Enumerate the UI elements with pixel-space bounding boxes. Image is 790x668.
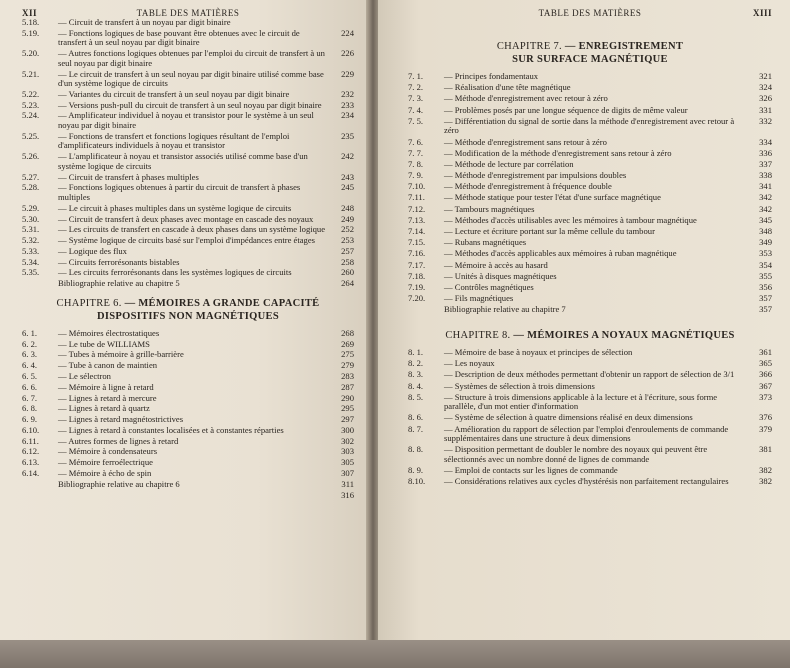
toc-entry-number: 6.10. (22, 424, 40, 435)
toc-entry (22, 491, 354, 501)
toc-entry (408, 272, 772, 282)
toc-entry-page: 311 (341, 478, 354, 489)
toc-entry-number: 7. 4. (408, 104, 424, 115)
toc-entry-number: 7.12. (408, 203, 426, 214)
toc-entry-number: 5.34. (22, 256, 40, 267)
toc-entry-number: 7. 1. (408, 71, 424, 81)
toc-entry-page: 233 (341, 99, 354, 110)
toc-entry-title: — Versions push-pull du circuit de transfert à un seul noyau par digit binaire (58, 99, 322, 110)
toc-entry (22, 183, 354, 202)
toc-entry-number: 7. 2. (408, 82, 424, 93)
toc-entry (22, 90, 354, 100)
toc-entry (22, 29, 354, 48)
toc-entry-number: 5.25. (22, 130, 40, 141)
toc-entry-page: 379 (759, 423, 772, 434)
toc-entry-page: 365 (759, 358, 772, 369)
right-running-title: TABLE DES MATIÈRES (538, 8, 642, 18)
toc-entry (408, 294, 772, 304)
toc-entry-title: — Différentiation du signal de sortie dans la méthode d'enregistrement avec retour à zéro (444, 115, 735, 136)
toc-entry-title: — Méthode d'enregistrement sans retour à zéro (444, 136, 607, 147)
toc-entry-number: 6. 1. (22, 327, 38, 338)
toc-entry (408, 117, 772, 136)
toc-entry-number: 7.19. (408, 281, 426, 292)
toc-entry-number: 8. 2. (408, 358, 424, 369)
toc-entry-page: 342 (759, 203, 772, 214)
toc-entry-title: — Méthode d'enregistrement à fréquence double (444, 181, 612, 192)
table-surface (0, 640, 790, 668)
toc-entry (22, 204, 354, 214)
toc-entry-number: 6. 2. (22, 338, 38, 349)
toc-entry-page: 305 (341, 457, 354, 468)
toc-entry-title: — Structure à trois dimensions applicable à la lecture et à l'écriture, sous forme parallèle, d'un mot entier d'information (444, 391, 718, 412)
toc-entry-title: — Méthodes d'accès applicables aux mémoires à ruban magnétique (444, 248, 677, 259)
toc-entry (408, 193, 772, 203)
toc-entry-title: — Mémoire à accès au hasard (444, 259, 548, 270)
toc-entry (22, 236, 354, 246)
toc-entry (22, 426, 354, 436)
chapter7-title: — ENREGISTREMENT (564, 41, 684, 52)
toc-entry-page: 376 (759, 412, 772, 423)
toc-entry-number: 5.29. (22, 202, 40, 213)
toc-entry-page: 334 (759, 136, 772, 147)
toc-entry-number: 5.19. (22, 27, 40, 38)
toc-entry-title: — Mémoire à ligne à retard (58, 381, 154, 392)
right-page-number: XIII (752, 8, 772, 18)
toc-entry-title: — Systèmes de sélection à trois dimensions (444, 380, 595, 391)
toc-entry-number: 7.15. (408, 237, 426, 248)
toc-entry (408, 249, 772, 259)
toc-entry-page: 324 (759, 82, 772, 93)
toc-entry (22, 394, 354, 404)
toc-entry-title: — Circuit de transfert à phases multiples (58, 171, 199, 182)
toc-entry (408, 370, 772, 380)
toc-entry-page: 235 (341, 130, 354, 141)
toc-entry-number: 6. 6. (22, 381, 38, 392)
toc-entry (408, 359, 772, 369)
toc-entry (22, 111, 354, 130)
toc-entry (22, 447, 354, 457)
toc-entry (22, 258, 354, 268)
toc-entry-title: — Disposition permettant de doubler le nombre des noyaux qui peuvent être sélectionnés avec un nombre donné de lignes de commande (444, 444, 708, 465)
toc-entry-title: — Fils magnétiques (444, 293, 514, 304)
toc-entry-page: 342 (759, 192, 772, 203)
toc-entry (22, 458, 354, 468)
toc-entry-page: 242 (341, 151, 354, 162)
toc-entry-title: — Rubans magnétiques (444, 237, 527, 248)
chapter8-label: CHAPITRE 8. (445, 329, 511, 341)
toc-entry-number: 7. 3. (408, 93, 424, 104)
toc-entry-page: 260 (341, 267, 354, 278)
toc-entry (408, 305, 772, 315)
toc-entry-number: 5.35. (22, 267, 40, 278)
toc-entry-title: — Circuit de transfert à un noyau par digit binaire (58, 17, 231, 27)
toc-entry-page: 316 (341, 489, 354, 500)
toc-entry-title: — Description de deux méthodes permettant d'obtenir un rapport de sélection de 3/1 (444, 369, 735, 380)
toc-entry-page: 354 (759, 259, 772, 270)
toc-entry (408, 466, 772, 476)
toc-entry (408, 205, 772, 215)
toc-entry-number: 8.10. (408, 476, 426, 487)
toc-entry (22, 268, 354, 278)
toc-entry-number: 8. 4. (408, 380, 424, 391)
toc-entry-title: — Autres formes de lignes à retard (58, 435, 179, 446)
toc-entry-page: 243 (341, 171, 354, 182)
chapter8-title: — MÉMOIRES A NOYAUX MAGNÉTIQUES (513, 329, 735, 341)
chapter7-subtitle: SUR SURFACE MAGNÉTIQUE (512, 54, 668, 65)
toc-entry-title: — Circuits ferrorésonants bistables (58, 256, 180, 267)
toc-entry-number: 5.28. (22, 182, 40, 193)
toc-entry-number: 7.18. (408, 270, 426, 281)
toc-entry (408, 160, 772, 170)
toc-entry (408, 238, 772, 248)
toc-entry-number: 6.13. (22, 457, 40, 468)
chapter7-heading (408, 40, 772, 66)
toc-entry-title: — Méthodes d'accès utilisables avec les mémoires à tambour magnétique (444, 214, 697, 225)
toc-entry-title: — L'amplificateur à noyau et transistor associés utilisé comme base d'un système logique de circuits (58, 151, 308, 171)
chapter7-label: CHAPITRE 7. (496, 41, 562, 52)
toc-entry (408, 261, 772, 271)
toc-entry-page: 257 (341, 245, 354, 256)
toc-entry-page: 303 (341, 446, 354, 457)
toc-entry-title: — Modification de la méthode d'enregistrement sans retour à zéro (444, 147, 672, 158)
toc-entry-page: 336 (759, 147, 772, 158)
toc-entry-page: 381 (759, 444, 772, 455)
toc-entry-number: 5.24. (22, 110, 40, 121)
left-running-title: TABLE DES MATIÈRES (136, 8, 240, 18)
toc-entry-number: 5.21. (22, 68, 40, 79)
toc-entry-title: Bibliographie relative au chapitre 7 (444, 304, 566, 315)
toc-entry-title: — Méthode d'enregistrement avec retour à zéro (444, 93, 608, 104)
toc-entry-title: — Mémoire à écho de spin (58, 467, 152, 478)
toc-entry-page: 275 (341, 349, 354, 360)
toc-entry (408, 216, 772, 226)
toc-entry (22, 469, 354, 479)
toc-entry (22, 247, 354, 257)
toc-entry-title: — Tubes à mémoire à grille-barrière (58, 349, 184, 360)
toc-entry-page: 357 (759, 304, 772, 315)
toc-entry-page: 252 (341, 224, 354, 235)
toc-entry-page: 302 (341, 435, 354, 446)
toc-entry-page: 248 (341, 202, 354, 213)
toc-entry-page: 341 (759, 181, 772, 192)
toc-entry-page: 332 (759, 115, 772, 126)
toc-entry-page: 297 (341, 414, 354, 425)
toc-entry (408, 477, 772, 487)
toc-entry-title: — Contrôles magnétiques (444, 281, 534, 292)
toc-entry-page: 290 (341, 392, 354, 403)
toc-entry-page: 349 (759, 237, 772, 248)
chapter6-label: CHAPITRE 6. (56, 297, 122, 309)
toc-entry-number: 6. 7. (22, 392, 38, 403)
toc-entry-number: 5.26. (22, 151, 40, 162)
toc-entry (22, 18, 354, 28)
toc-entry-page: 264 (341, 278, 354, 289)
toc-entry-page: 337 (759, 158, 772, 169)
toc-entry (408, 227, 772, 237)
toc-entry-number: 8. 6. (408, 412, 424, 423)
toc-entry (22, 372, 354, 382)
toc-entry-number: 5.22. (22, 88, 40, 99)
toc-entry (22, 132, 354, 151)
toc-entry (22, 101, 354, 111)
toc-entry-number: 7.17. (408, 259, 426, 270)
toc-entry-number: 6. 5. (22, 370, 38, 381)
toc-entry-title: — Lignes à retard magnétostrictives (58, 414, 184, 425)
chapter8-entry-list (408, 348, 772, 487)
toc-entry (408, 283, 772, 293)
toc-entry (22, 49, 354, 68)
toc-entry-title: — Mémoire à condensateurs (58, 446, 158, 457)
toc-entry-title: — Méthode de lecture par corrélation (444, 158, 574, 169)
toc-entry-title: — Le circuit à phases multiples dans un système logique de circuits (58, 202, 292, 213)
toc-entry-page: 232 (341, 88, 354, 99)
toc-entry-number: 5.18. (22, 17, 40, 27)
toc-entry-page: 279 (341, 360, 354, 371)
toc-entry (22, 350, 354, 360)
right-page (378, 0, 790, 640)
toc-entry-number: 7. 8. (408, 158, 424, 169)
toc-entry (408, 182, 772, 192)
toc-entry-title: — Lecture et écriture portant sur la même cellule du tambour (444, 226, 655, 237)
toc-entry-number: 8. 3. (408, 369, 424, 380)
toc-entry (408, 413, 772, 423)
toc-entry-page: 331 (759, 104, 772, 115)
toc-entry-title: — Les noyaux (444, 358, 495, 369)
toc-entry-number: 8. 9. (408, 465, 424, 476)
toc-entry (408, 106, 772, 116)
toc-entry-page: 283 (341, 370, 354, 381)
toc-entry-page: 356 (759, 281, 772, 292)
toc-entry-number: 7.11. (408, 192, 425, 203)
toc-entry-number: 7.10. (408, 181, 426, 192)
toc-entry-page: 348 (759, 226, 772, 237)
toc-entry-title: — Problèmes posés par une longue séquence de digits de même valeur (444, 104, 688, 115)
toc-entry-title: — Emploi de contacts sur les lignes de commande (444, 465, 618, 476)
toc-entry (22, 437, 354, 447)
toc-entry-title: — Autres fonctions logiques obtenues par l'emploi du circuit de transfert à un seul noyau par digit binaire (58, 48, 325, 68)
toc-entry-title: — Système de sélection à quatre dimensions réalisé en deux dimensions (444, 412, 693, 423)
toc-entry-number: 7. 9. (408, 170, 424, 181)
toc-entry (22, 70, 354, 89)
toc-entry-number: 7. 5. (408, 115, 424, 126)
chapter6-subtitle: DISPOSITIFS NON MAGNÉTIQUES (97, 310, 279, 322)
toc-entry (408, 149, 772, 159)
toc-entry-title: — Fonctions logiques de base pouvant être obtenues avec le circuit de transfert à un seul noyau par digit binaire (58, 27, 300, 48)
toc-entry-page: 382 (759, 465, 772, 476)
toc-entry-title: — Les circuits ferrorésonants dans les systèmes logiques de circuits (58, 267, 292, 278)
toc-entry-title: — Lignes à retard à quartz (58, 403, 150, 414)
toc-entry-title: Bibliographie relative au chapitre 5 (58, 278, 180, 289)
toc-entry-number: 6. 9. (22, 414, 38, 425)
chapter7-entry-list (408, 72, 772, 315)
toc-entry-title: — Le tube de WILLIAMS (58, 338, 150, 349)
toc-entry-number: 6.12. (22, 446, 40, 457)
toc-entry-title: — Lignes à retard à mercure (58, 392, 157, 403)
toc-entry (22, 383, 354, 393)
toc-entry (22, 173, 354, 183)
toc-entry-number: 8. 8. (408, 444, 424, 455)
toc-entry-title: — Mémoires électrostatiques (58, 327, 160, 338)
toc-entry (408, 83, 772, 93)
toc-entry (408, 72, 772, 82)
toc-entry-page: 326 (759, 93, 772, 104)
toc-entry-page: 357 (759, 293, 772, 304)
toc-entry-number: 6. 4. (22, 360, 38, 371)
toc-entry-page: 361 (759, 346, 772, 357)
toc-entry-page: 321 (759, 71, 772, 81)
toc-entry-title: — Amplificateur individuel à noyau et transistor pour le système à un seul noyau par digit binaire (58, 110, 314, 131)
toc-entry-title: Bibliographie relative au chapitre 6 (58, 478, 180, 489)
toc-entry-page: 226 (341, 48, 354, 59)
toc-entry-title: — Mémoire ferroélectrique (58, 457, 153, 468)
toc-entry-page: 367 (759, 380, 772, 391)
toc-entry-title: — Tambours magnétiques (444, 203, 535, 214)
toc-entry-page: 234 (341, 110, 354, 121)
toc-entry-number: 5.31. (22, 224, 40, 235)
toc-entry-number: 8. 1. (408, 346, 424, 357)
toc-entry-title: — Fonctions logiques obtenues à partir du circuit de transfert à phases multiples (58, 182, 301, 202)
toc-entry-number: 7.14. (408, 226, 426, 237)
toc-entry-title: — Considérations relatives aux cycles d'hystérésis non parfaitement rectangulaires (444, 476, 729, 487)
toc-entry-page: 366 (759, 369, 772, 380)
toc-entry-number: 8. 7. (408, 423, 424, 434)
toc-entry-page: 249 (341, 213, 354, 224)
toc-entry-title: — Méthode statique pour tester l'état d'une surface magnétique (444, 192, 661, 203)
toc-entry-number: 5.32. (22, 235, 40, 246)
toc-entry (22, 361, 354, 371)
toc-entry-title: — Principes fondamentaux (444, 71, 539, 81)
toc-entry (22, 225, 354, 235)
toc-entry-number: 5.27. (22, 171, 40, 182)
toc-entry (22, 340, 354, 350)
toc-entry-title: — Les circuits de transfert en cascade à deux phases dans un système logique (58, 224, 326, 235)
toc-entry-title: — Système logique de circuits basé sur l'emploi d'impédances entre étages (58, 235, 316, 246)
toc-entry-number: 7. 7. (408, 147, 424, 158)
toc-entry (408, 393, 772, 412)
toc-entry (22, 215, 354, 225)
toc-entry-page: 253 (341, 235, 354, 246)
toc-entry-page: 229 (341, 68, 354, 79)
left-page (0, 0, 368, 640)
toc-entry-number: 6. 8. (22, 403, 38, 414)
toc-entry (22, 415, 354, 425)
toc-entry-page: 295 (341, 403, 354, 414)
toc-entry-title: — Circuit de transfert à deux phases avec montage en cascade des noyaux (58, 213, 314, 224)
toc-entry-title: — Amélioration du rapport de sélection par l'emploi d'enroulements de commande supplémentaires dans une structure à deux dimensions (444, 423, 729, 444)
toc-entry-title: — Tube à canon de maintien (58, 360, 158, 371)
toc-entry-number: 7.16. (408, 248, 426, 259)
toc-entry-number: 7.20. (408, 293, 426, 304)
toc-entry-number: 7.13. (408, 214, 426, 225)
toc-entry (408, 171, 772, 181)
chapter6-title: — MÉMOIRES A GRANDE CAPACITÉ (124, 297, 320, 309)
toc-entry-number: 6.11. (22, 435, 39, 446)
toc-entry-title: — Unités à disques magnétiques (444, 270, 557, 281)
toc-entry (22, 152, 354, 171)
toc-entry-page: 300 (341, 424, 354, 435)
toc-entry-title: — Méthode d'enregistrement par impulsions doubles (444, 170, 627, 181)
chapter6-entry-list (22, 329, 354, 500)
toc-entry (408, 425, 772, 444)
toc-entry-title: — Lignes à retard à constantes localisées et à constantes réparties (58, 424, 284, 435)
toc-entry-number: 5.20. (22, 48, 40, 59)
toc-entry (22, 279, 354, 289)
chapter6-heading (22, 297, 354, 323)
toc-entry-page: 382 (759, 476, 772, 487)
chapter8-heading (408, 329, 772, 342)
toc-entry-title: — Le sélectron (58, 370, 111, 381)
toc-entry-page: 287 (341, 381, 354, 392)
toc-entry (408, 138, 772, 148)
toc-entry-number: 7. 6. (408, 136, 424, 147)
toc-entry-title: — Mémoire de base à noyaux et principes de sélection (444, 346, 633, 357)
toc-entry-title: — Variantes du circuit de transfert à un seul noyau par digit binaire (58, 88, 290, 99)
toc-entry-page: 373 (759, 391, 772, 402)
toc-entry (408, 382, 772, 392)
toc-entry-title: — Logique des flux (58, 245, 127, 256)
toc-entry-number: 6.14. (22, 467, 40, 478)
left-page-number: XII (22, 8, 38, 18)
toc-entry-page: 269 (341, 338, 354, 349)
toc-entry-page: 268 (341, 327, 354, 338)
toc-entry-page: 307 (341, 467, 354, 478)
toc-entry (408, 94, 772, 104)
toc-entry-page: 345 (759, 214, 772, 225)
toc-entry-page: 338 (759, 170, 772, 181)
toc-entry-title: — Réalisation d'une tête magnétique (444, 82, 571, 93)
toc-entry-page: 355 (759, 270, 772, 281)
toc-entry-number: 5.23. (22, 99, 40, 110)
toc-entry-page: 353 (759, 248, 772, 259)
right-running-head (408, 8, 772, 18)
toc-entry (22, 329, 354, 339)
toc-entry-number: 6. 3. (22, 349, 38, 360)
toc-entry (408, 445, 772, 464)
toc-entry-page: 224 (341, 27, 354, 38)
toc-entry (22, 480, 354, 490)
toc-entry (408, 348, 772, 358)
toc-entry (22, 404, 354, 414)
toc-entry-title: — Le circuit de transfert à un seul noyau par digit binaire utilisé comme base d'un système logique de circuits (58, 68, 324, 89)
toc-entry-number: 5.30. (22, 213, 40, 224)
toc-entry-title: — Fonctions de transfert et fonctions logiques résultant de l'emploi d'amplificateurs individuels à noyau et transistor (58, 130, 290, 151)
toc-entry-page: 258 (341, 256, 354, 267)
toc-entry-number: 8. 5. (408, 391, 424, 402)
chapter5-entry-list (22, 18, 354, 289)
toc-entry-page: 245 (341, 182, 354, 193)
toc-entry-number: 5.33. (22, 245, 40, 256)
